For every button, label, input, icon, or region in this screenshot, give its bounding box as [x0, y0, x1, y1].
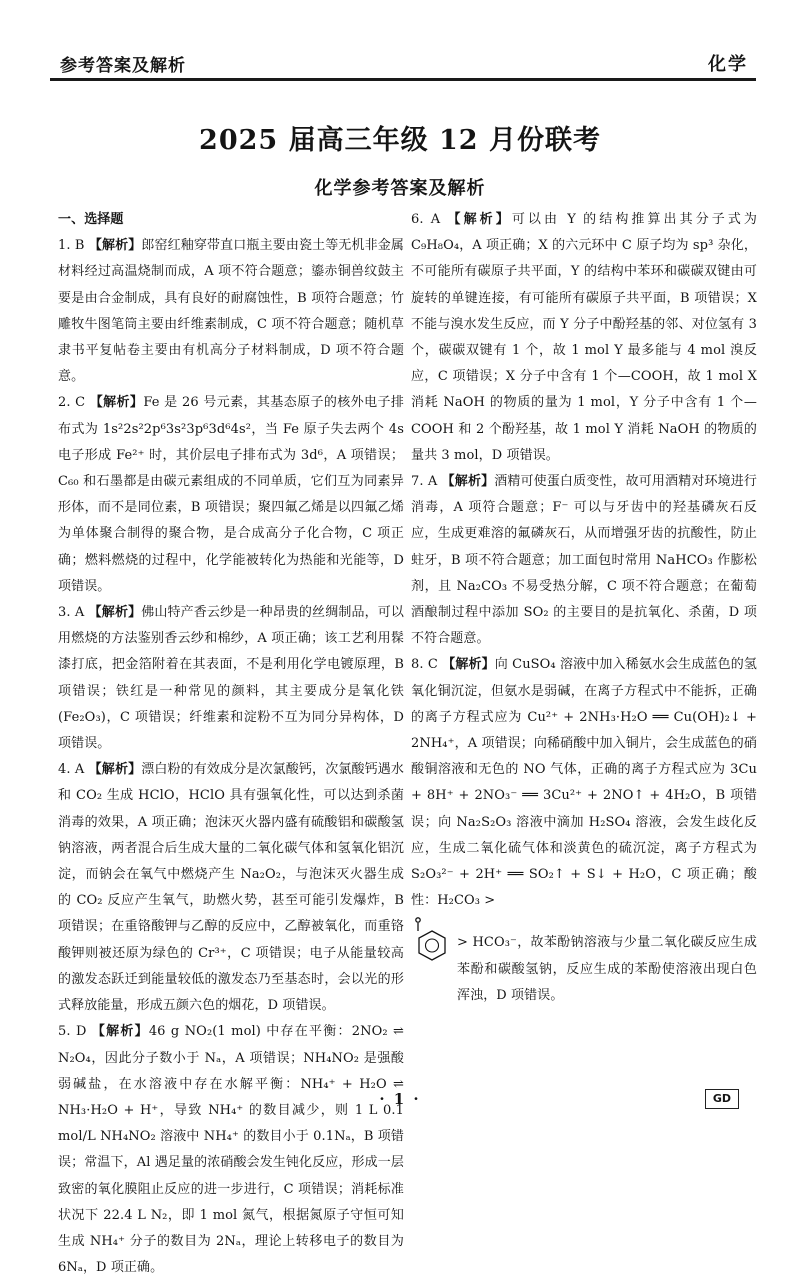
page-header	[50, 44, 756, 81]
analysis-tag: 【解析】	[441, 474, 495, 490]
exam-subtitle: 化学参考答案及解析	[314, 178, 486, 199]
question-number: 6. A	[411, 212, 441, 227]
analysis-tag: 【解析】	[91, 1024, 149, 1040]
question-7	[411, 469, 757, 652]
region-badge: GD	[705, 1089, 739, 1109]
question-5	[58, 1019, 404, 1281]
page-number: · 1 ·	[379, 1090, 421, 1108]
analysis-tag: 【解析】	[88, 238, 142, 254]
header-subject-label: 化学	[708, 54, 748, 75]
question-6	[411, 207, 757, 469]
question-text: 可以由 Y 的结构推算出其分子式为 C₉H₈O₄，A 项正确；X 的六元环中 C 原子均为 sp³ 杂化，不可能所有碳原子共平面，Y 的结构中苯环和碳碳双键由可旋转的单键连接，有可能所有碳原子共平面，B 项错误；X 不能与溴水发生反应，而 Y 分子中酚羟基的邻、对位氢有 3 个，碳碳双键有 1 个，故 1 mol Y 最多能与 4 mol 溴反应，C 项错误；X 分子中含有 1 个—COOH，故 1 mol X 消耗 NaOH 的物质的量为 1 mol，Y 分子中含有 1 个—COOH 和 2 个酚羟基，故 1 mol Y 消耗 NaOH 的物质的量共 3 mol，D 项错误。	[411, 212, 758, 463]
phenoxide-structure-icon	[411, 916, 455, 966]
question-text: 向 CuSO₄ 溶液中加入稀氨水会生成蓝色的氢氧化铜沉淀，但氨水是弱碱，在离子方程式中不能拆，正确的离子方程式应为 Cu²⁺ + 2NH₃·H₂O ══ Cu(OH)₂↓ + 2NH₄⁺，A 项错误；向稀硝酸中加入铜片，会生成蓝色的硝酸铜溶液和无色的 NO 气体，正确的离子方程式应为 3Cu + 8H⁺ + 2NO₃⁻ ══ 3Cu²⁺ + 2NO↑ + 4H₂O，B 项错误；向 Na₂S₂O₃ 溶液中滴加 H₂SO₄ 溶液，会发生歧化反应，生成二氧化硫气体和淡黄色的硫沉淀，离子方程式为 S₂O₃²⁻ + 2H⁺ ══ SO₂↑ + S↓ + H₂O，C 项正确；酸性：H₂CO₃ >	[411, 657, 757, 909]
question-text: 酒精可使蛋白质变性，故可用酒精对环境进行消毒，A 项符合题意；F⁻ 可以与牙齿中的羟基磷灰石反应，生成更难溶的氟磷灰石，从而增强牙齿的抗酸性，防止蛀牙，B 项不符合题意；加工面包时常用 NaHCO₃ 作膨松剂，且 Na₂CO₃ 不易受热分解，C 项不符合题意；在葡萄酒酿制过程中添加 SO₂ 的主要目的是抗氧化、杀菌，D 项不符合题意。	[411, 474, 757, 647]
analysis-tag: 【解析】	[88, 762, 142, 778]
question-4	[58, 757, 404, 1019]
header-left-label: 参考答案及解析	[60, 56, 186, 76]
question-8-tail: > HCO₃⁻，故苯酚钠溶液与少量二氧化碳反应生成苯酚和碳酸氢钠，反应生成的苯酚使溶液出现白色浑浊，D 项错误。	[457, 935, 757, 1003]
phenoxide-formula-row	[411, 916, 757, 1009]
analysis-tag: 【解析】	[89, 395, 144, 411]
analysis-tag: 【解析】	[442, 657, 495, 673]
analysis-tag: 【解析】	[447, 212, 512, 227]
question-number: 1. B	[58, 238, 85, 254]
question-text: 46 g NO₂(1 mol) 中存在平衡：2NO₂ ⇌ N₂O₄，因此分子数小于 Nₐ，A 项错误；NH₄NO₂ 是强酸弱碱盐，在水溶液中存在水解平衡：NH₄⁺ + H₂O ⇌ NH₃·H₂O + H⁺，导致 NH₄⁺ 的数目减少，则 1 L 0.1 mol/L NH₄NO₂ 溶液中 NH₄⁺ 的数目小于 0.1Nₐ，B 项错误；常温下，Al 遇足量的浓硝酸会发生钝化反应，形成一层致密的氧化膜阻止反应的进一步进行，C 项错误；消耗标准状况下 22.4 L N₂，即 1 mol 氮气，根据氮原子守恒可知生成 NH₄⁺ 分子的数目为 2Nₐ，理论上转移电子的数目为 6Nₐ，D 项正确。	[58, 1024, 404, 1276]
question-number: 7. A	[411, 474, 438, 490]
question-text: Fe 是 26 号元素，其基态原子的核外电子排布式为 1s²2s²2p⁶3s²3p⁶3d⁶4s²，当 Fe 原子失去两个 4s 电子形成 Fe²⁺ 时，其价层电子排布式为 3d⁶，A 项错误；C₆₀ 和石墨都是由碳元素组成的不同单质，它们互为同素异形体，而不是同位素，B 项错误；聚四氟乙烯是以四氟乙烯为单体聚合制得的聚合物，是合成高分子化合物，C 项正确；燃料燃烧的过程中，化学能被转化为热能和光能等，D 项错误。	[58, 395, 404, 594]
right-column	[411, 207, 757, 1009]
question-text: 佛山特产香云纱是一种昂贵的丝绸制品，可以用燃烧的方法鉴别香云纱和棉纱，A 项正确；该工艺利用髹漆打底，把金箔附着在其表面，不是利用化学电镀原理，B 项错误；铁红是一种常见的颜料，其主要成分是氧化铁(Fe₂O₃)，C 项错误；纤维素和淀粉不互为同分异构体，D 项错误。	[58, 605, 404, 752]
left-column	[58, 207, 404, 1281]
question-2	[58, 390, 404, 600]
exam-title: 2025 届高三年级 12 月份联考	[199, 125, 601, 156]
question-number: 8. C	[411, 657, 438, 673]
analysis-tag: 【解析】	[88, 605, 142, 621]
question-number: 4. A	[58, 762, 85, 778]
section-heading: 一、选择题	[58, 212, 124, 227]
question-8	[411, 652, 757, 914]
question-number: 5. D	[58, 1024, 87, 1040]
question-1	[58, 233, 404, 390]
question-text: 漂白粉的有效成分是次氯酸钙，次氯酸钙遇水和 CO₂ 生成 HClO，HClO 具有强氧化性，可以达到杀菌消毒的效果，A 项正确；泡沫灭火器内盛有硫酸铝和碳酸氢钠溶液，两者混合后生成大量的二氧化碳气体和氢氧化铝沉淀，而钠会在氧气中燃烧产生 Na₂O₂，与泡沫灭火器生成的 CO₂ 反应产生氧气，助燃火势，甚至可能引发爆炸，B 项错误；在重铬酸钾与乙醇的反应中，乙醇被氧化，而重铬酸钾则被还原为绿色的 Cr³⁺，C 项错误；电子从能量较高的激发态跃迁到能量较低的激发态乃至基态时，会以光的形式释放能量，形成五颜六色的烟花，D 项错误。	[58, 762, 404, 1014]
question-text: 郎窑红釉穿带直口瓶主要由瓷土等无机非金属材料经过高温烧制而成，A 项不符合题意；鎏赤铜兽纹鼓主要是由合金制成，具有良好的耐腐蚀性，B 项符合题意；竹雕牧牛图笔筒主要由纤维素制成，C 项不符合题意；随机草隶书平复帖卷主要由有机高分子材料制成，D 项不符合题意。	[58, 238, 405, 385]
question-number: 3. A	[58, 605, 85, 621]
question-3	[58, 600, 404, 757]
question-number: 2. C	[58, 395, 86, 411]
